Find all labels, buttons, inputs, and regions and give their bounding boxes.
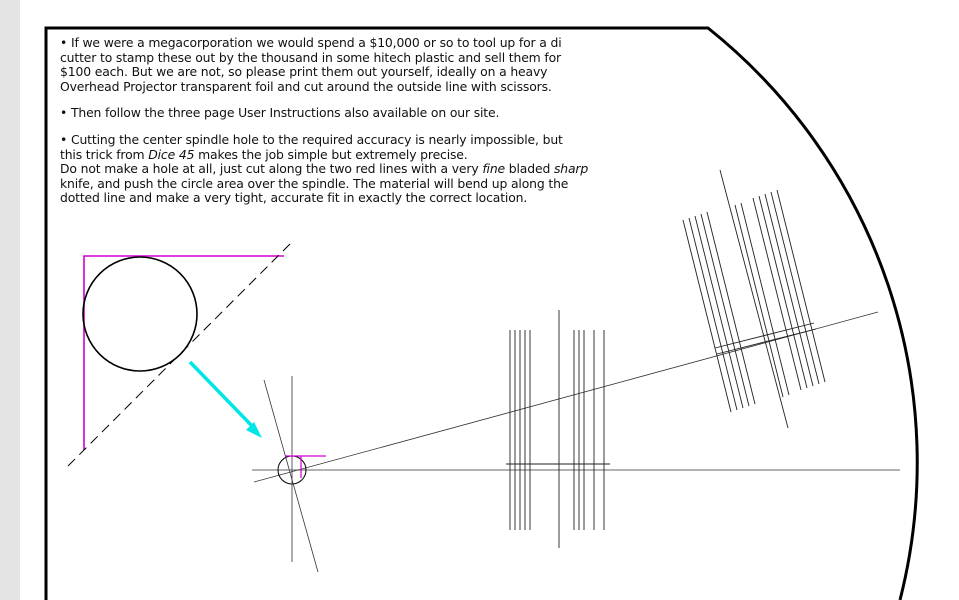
- para3-line-3-mid: bladed: [505, 161, 554, 177]
- middle-tick-cluster: [506, 310, 610, 548]
- para1-line-1: • If we were a megacorporation we would spend a $10,000 or so to tool up for a di: [60, 35, 562, 50]
- radial-line-long: [254, 312, 878, 482]
- para1-line-2: cutter to stamp these out by the thousand in some hitech plastic and sell them for: [60, 49, 561, 65]
- para1-line-3: $100 each. But we are not, so please print them out yourself, ideally on a heavy: [60, 64, 548, 80]
- sharp-emphasis: sharp: [553, 161, 589, 177]
- para3-line-2-start: this trick from: [60, 146, 149, 162]
- dice45-reference: Dice 45: [148, 146, 195, 162]
- para3-line-2: [60, 148, 680, 163]
- para3-line-2-end: makes the job simple but extremely precise.: [194, 146, 468, 162]
- spindle-diagonal-line: [264, 380, 318, 572]
- para3-line-5: dotted line and make a very tight, accurate fit in exactly the correct location.: [60, 190, 528, 206]
- pointer-arrow-shaft: [190, 362, 254, 428]
- instructions-text: [60, 36, 680, 218]
- para3-line-3: [60, 162, 680, 177]
- detail-spindle-circle: [83, 257, 197, 371]
- fine-emphasis: fine: [482, 161, 506, 177]
- para3-line-3-start: Do not make a hole at all, just cut along the two red lines with a very: [60, 161, 483, 177]
- para3-line-4: knife, and push the circle area over the spindle. The material will bend up along the: [60, 175, 569, 191]
- instructions-paragraph-2: [60, 106, 680, 121]
- detail-cut-corner: [84, 256, 284, 450]
- para2-line-1: • Then follow the three page User Instructions also available on our site.: [60, 105, 500, 121]
- rotated-tick-cluster: [683, 170, 825, 428]
- instructions-paragraph-3: [60, 133, 680, 206]
- para3-line-1: • Cutting the center spindle hole to the required accuracy is nearly impossible, but: [60, 131, 563, 147]
- para1-line-4: Overhead Projector transparent foil and cut around the outside line with scissors.: [60, 78, 552, 94]
- instructions-paragraph-1: [60, 36, 680, 94]
- document-page: [20, 0, 959, 600]
